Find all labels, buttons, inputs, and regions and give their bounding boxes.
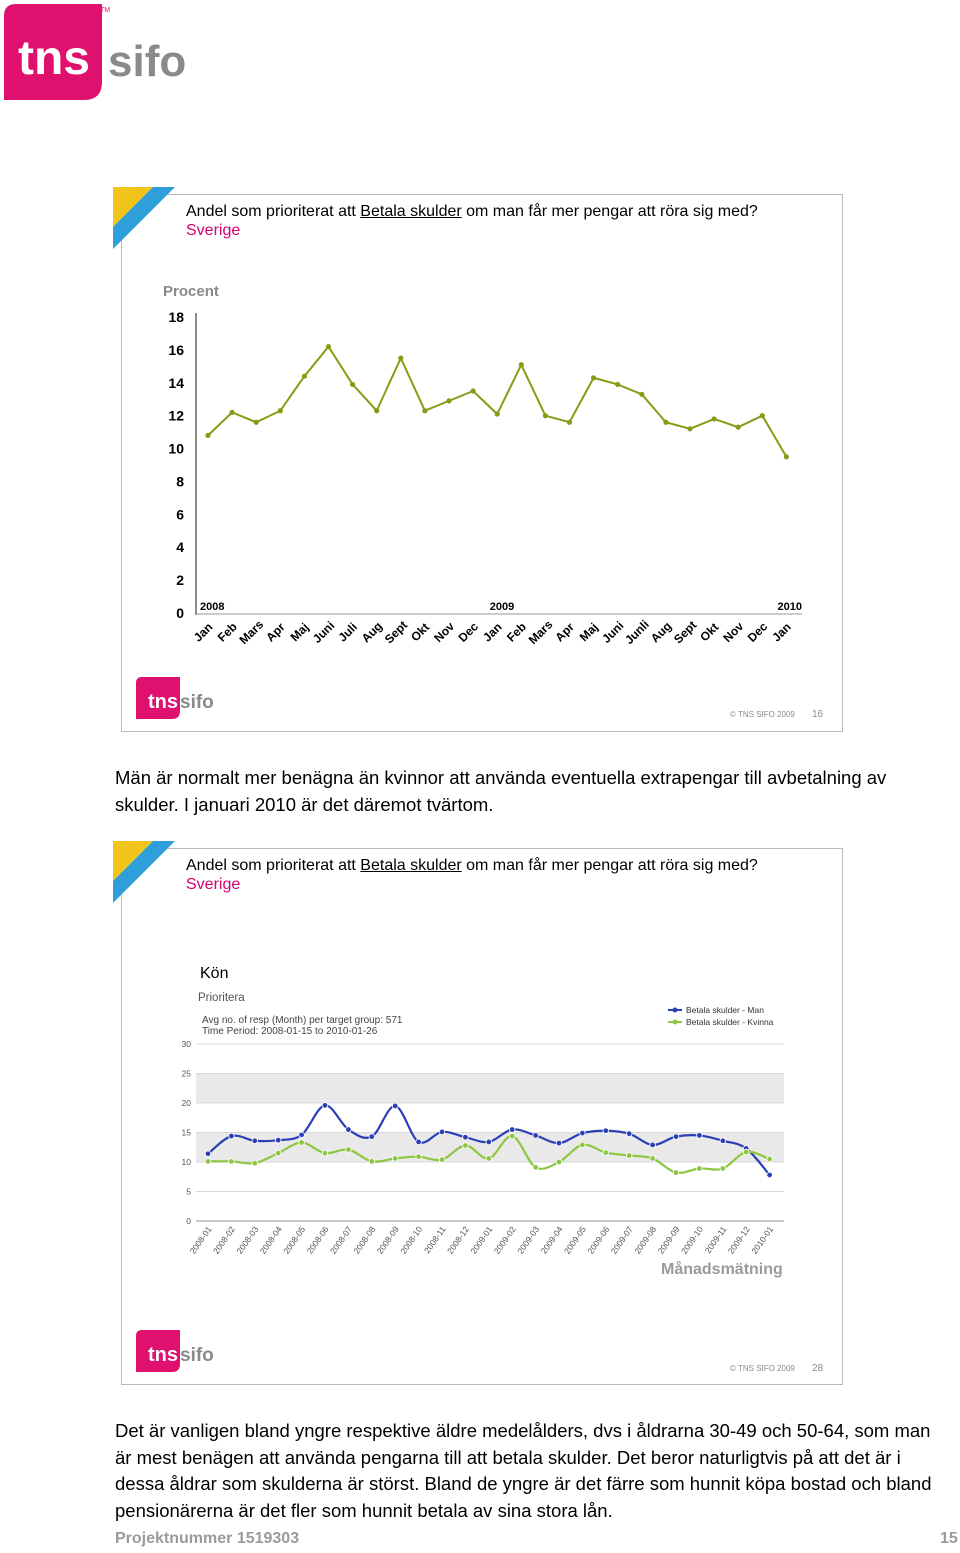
- data-point-kvinna: [533, 1165, 539, 1171]
- data-point-kvinna: [767, 1156, 773, 1162]
- x-tick-label: Aug: [358, 618, 386, 646]
- x-tick-label: 2009-06: [585, 1224, 612, 1256]
- data-point-kvinna: [580, 1142, 586, 1148]
- x-tick-label: 2009-10: [678, 1224, 706, 1256]
- y-tick-label: 2: [176, 572, 184, 589]
- data-point: [205, 433, 210, 438]
- year-label: 2009: [489, 601, 515, 613]
- data-point: [591, 375, 596, 380]
- tns-sifo-logo: [4, 4, 194, 100]
- x-tick-label: Juni: [309, 618, 338, 646]
- y-tick-label: 6: [176, 506, 184, 523]
- small-tns-sifo-logo: [136, 1330, 220, 1372]
- year-label: 2008: [200, 601, 225, 613]
- data-point-kvinna: [346, 1147, 352, 1153]
- x-tick-label: 2008-08: [351, 1224, 378, 1256]
- x-tick-label: 2009-02: [491, 1224, 518, 1256]
- monthly-label: Månadsmätning: [661, 1261, 783, 1278]
- data-point-kvinna: [439, 1157, 445, 1163]
- data-point-man: [275, 1137, 281, 1143]
- x-tick-label: 2008-04: [257, 1224, 284, 1256]
- data-point-man: [580, 1130, 586, 1136]
- sample-info: Avg no. of resp (Month) per target group: 571 Time Period: 2008-01-15 to 2010-01-26: [202, 1015, 403, 1037]
- y-tick-label: 10: [181, 1157, 191, 1167]
- svg-text:tns: tns: [148, 1344, 178, 1366]
- data-point-kvinna: [486, 1156, 492, 1162]
- y-tick-label: 16: [168, 341, 184, 358]
- data-point-kvinna: [252, 1160, 258, 1166]
- x-tick-label: Feb: [214, 619, 240, 645]
- question-title: Andel som prioriterat att Betala skulder om man får mer pengar att röra sig med?: [186, 203, 758, 220]
- question-link: Betala skulder: [360, 857, 462, 874]
- line-chart-gender: [122, 849, 842, 1269]
- data-point-kvinna: [509, 1133, 515, 1139]
- copyright: © TNS SIFO 2009: [730, 710, 795, 719]
- data-point: [350, 382, 355, 387]
- data-point-man: [369, 1134, 375, 1140]
- x-tick-label: Okt: [697, 620, 722, 645]
- x-tick-label: 2009-05: [561, 1224, 589, 1256]
- data-point: [567, 420, 572, 425]
- data-point: [471, 388, 476, 393]
- slide-number: 16: [812, 709, 824, 720]
- y-tick-label: 8: [176, 473, 184, 490]
- x-tick-label: 2008-10: [398, 1224, 425, 1256]
- data-point-man: [346, 1127, 352, 1133]
- slide-number: 28: [812, 1363, 824, 1374]
- data-point: [543, 413, 548, 418]
- data-point-kvinna: [392, 1156, 398, 1162]
- data-point: [374, 408, 379, 413]
- x-tick-label: Sept: [381, 618, 411, 647]
- series-line: [208, 347, 786, 457]
- data-point-kvinna: [626, 1153, 632, 1159]
- data-point-man: [439, 1129, 445, 1135]
- x-tick-label: Junli: [622, 617, 652, 648]
- data-point-man: [486, 1139, 492, 1145]
- data-point-man: [463, 1134, 469, 1140]
- data-point-man: [626, 1131, 632, 1137]
- logo-tm: TM: [100, 7, 111, 14]
- x-tick-label: Nov: [720, 619, 747, 646]
- data-point: [398, 356, 403, 361]
- x-tick-label: 2009-11: [702, 1224, 729, 1256]
- data-point-kvinna: [205, 1159, 211, 1165]
- y-tick-label: 12: [168, 407, 184, 424]
- x-tick-label: 2008-07: [327, 1224, 355, 1256]
- x-tick-label: Jan: [769, 619, 794, 645]
- data-point-man: [673, 1134, 679, 1140]
- y-tick-label: 0: [186, 1216, 191, 1226]
- y-tick-label: 10: [168, 440, 184, 457]
- y-tick-label: 4: [176, 539, 184, 556]
- y-tick-label: 15: [181, 1127, 191, 1138]
- data-point: [663, 420, 668, 425]
- data-point: [446, 398, 451, 403]
- question-subtitle: Sverige: [186, 222, 241, 239]
- y-tick-label: 20: [181, 1098, 191, 1108]
- logo-text-tns: tns: [18, 32, 90, 85]
- data-point-kvinna: [720, 1166, 726, 1172]
- small-tns-sifo-logo: [136, 677, 220, 719]
- x-tick-label: 2008-11: [421, 1224, 448, 1256]
- data-point-kvinna: [369, 1159, 375, 1165]
- data-point: [422, 408, 427, 413]
- data-point: [519, 362, 524, 367]
- svg-text:tns: tns: [148, 691, 178, 713]
- x-tick-label: 2009-04: [538, 1224, 565, 1256]
- data-point: [326, 344, 331, 349]
- data-point-man: [650, 1142, 656, 1148]
- data-point-man: [299, 1132, 305, 1138]
- data-point-kvinna: [743, 1149, 749, 1155]
- data-point-man: [416, 1139, 422, 1145]
- x-tick-label: 2009-09: [655, 1224, 682, 1256]
- slide-gender-chart: [121, 848, 843, 1385]
- question-subtitle: Sverige: [186, 876, 241, 893]
- slide-overall-chart: [121, 194, 843, 732]
- data-point-man: [509, 1127, 515, 1133]
- data-point-kvinna: [650, 1156, 656, 1162]
- x-tick-label: Apr: [263, 619, 288, 645]
- y-tick-label: 5: [186, 1186, 191, 1197]
- data-point-kvinna: [322, 1150, 328, 1156]
- data-point: [278, 408, 283, 413]
- x-tick-label: Jan: [480, 619, 505, 645]
- data-point-man: [252, 1138, 258, 1144]
- x-tick-label: Nov: [431, 619, 458, 646]
- logo-text-sifo: sifo: [108, 37, 187, 86]
- x-tick-label: Aug: [647, 618, 675, 646]
- x-tick-label: 2009-12: [725, 1224, 752, 1256]
- x-tick-label: 2008-05: [281, 1224, 308, 1256]
- x-tick-label: Juni: [599, 618, 627, 646]
- x-tick-label: 2009-03: [515, 1224, 542, 1256]
- line-chart-overall: [122, 195, 842, 665]
- data-point-man: [556, 1140, 562, 1146]
- data-point: [784, 454, 789, 459]
- x-tick-label: 2009-07: [608, 1224, 635, 1256]
- data-point: [712, 416, 717, 421]
- data-point-man: [697, 1133, 703, 1139]
- data-point: [760, 413, 765, 418]
- data-point-kvinna: [229, 1159, 235, 1165]
- paragraph-1: Män är normalt mer benägna än kvinnor att använda eventuella extrapengar till avbetalning av skulder. I januari 2010 är det däremot tvärtom.: [115, 767, 887, 815]
- x-tick-label: Maj: [287, 620, 312, 645]
- legend-item-kvinna: Betala skulder - Kvinna: [668, 1016, 773, 1028]
- data-point: [615, 382, 620, 387]
- question-title: Andel som prioriterat att Betala skulder om man får mer pengar att röra sig med?: [186, 857, 758, 874]
- y-tick-label: 14: [168, 374, 184, 391]
- x-tick-label: Dec: [744, 619, 771, 645]
- x-tick-label: Apr: [552, 619, 577, 645]
- data-point-man: [533, 1133, 539, 1139]
- year-label: 2010: [777, 601, 802, 613]
- data-point: [254, 420, 259, 425]
- data-point-kvinna: [463, 1143, 469, 1149]
- x-tick-label: Dec: [455, 619, 482, 645]
- data-point: [495, 411, 500, 416]
- x-tick-label: Mars: [525, 617, 556, 648]
- x-tick-label: 2008-06: [304, 1224, 331, 1256]
- data-point-kvinna: [697, 1166, 703, 1172]
- data-point: [639, 392, 644, 397]
- data-point: [736, 425, 741, 430]
- data-point-man: [767, 1172, 773, 1178]
- y-tick-label: 25: [181, 1068, 191, 1079]
- x-tick-label: 2008-03: [234, 1224, 261, 1256]
- y-tick-label: 30: [181, 1039, 191, 1049]
- data-point-man: [603, 1128, 609, 1134]
- data-point-man: [392, 1103, 398, 1109]
- data-point-kvinna: [673, 1170, 679, 1176]
- x-tick-label: 2008-09: [374, 1224, 401, 1256]
- data-point-kvinna: [299, 1140, 305, 1146]
- x-tick-label: Okt: [408, 620, 433, 645]
- page-number: 15: [940, 1530, 958, 1547]
- legend-item-man: Betala skulder - Man: [668, 1004, 773, 1016]
- x-tick-label: 2010-01: [749, 1224, 776, 1256]
- data-point-man: [322, 1103, 328, 1109]
- data-point: [687, 426, 692, 431]
- svg-text:sifo: sifo: [180, 1345, 214, 1366]
- project-number: Projektnummer 1519303: [115, 1530, 300, 1547]
- svg-text:sifo: sifo: [180, 692, 214, 713]
- data-point: [230, 410, 235, 415]
- kon-label: Kön: [200, 965, 229, 982]
- y-tick-label: 0: [176, 605, 184, 621]
- x-tick-label: Sept: [671, 618, 700, 647]
- x-tick-label: 2009-08: [632, 1224, 659, 1256]
- x-tick-label: 2009-01: [468, 1224, 495, 1256]
- data-point-man: [229, 1133, 235, 1139]
- x-tick-label: 2008-01: [187, 1224, 214, 1256]
- data-point-man: [205, 1151, 211, 1157]
- x-tick-label: 2008-12: [444, 1224, 472, 1256]
- x-tick-label: Mars: [236, 617, 267, 648]
- x-tick-label: Feb: [503, 619, 529, 645]
- data-point-kvinna: [416, 1154, 422, 1160]
- data-point-kvinna: [556, 1159, 562, 1165]
- data-point-man: [720, 1138, 726, 1144]
- paragraph-2: Det är vanligen bland yngre respektive äldre medelålders, dvs i åldrarna 30-49 och 50-64, som man är mest benägen att använda pengarna till att betala skulder. Det beror naturligtvis på att det är i dessa åldrar som skulderna är störst. Bland de yngre är det färre som hunnit köpa bostad och bland pensionärerna är det fler som hunnit betala av sina stora lån.: [115, 1420, 932, 1521]
- x-tick-label: Maj: [576, 620, 601, 645]
- x-tick-label: Jan: [190, 619, 216, 645]
- x-tick-label: Juli: [335, 619, 361, 645]
- data-point: [302, 374, 307, 379]
- data-point-kvinna: [603, 1150, 609, 1156]
- grid-band: [196, 1074, 784, 1104]
- y-axis-label: Procent: [163, 283, 219, 300]
- data-point-kvinna: [275, 1150, 281, 1156]
- copyright: © TNS SIFO 2009: [730, 1364, 795, 1373]
- question-link: Betala skulder: [360, 203, 462, 220]
- y-tick-label: 18: [168, 309, 184, 325]
- x-tick-label: 2008-02: [210, 1224, 238, 1256]
- prioritera-label: Prioritera: [198, 992, 245, 1004]
